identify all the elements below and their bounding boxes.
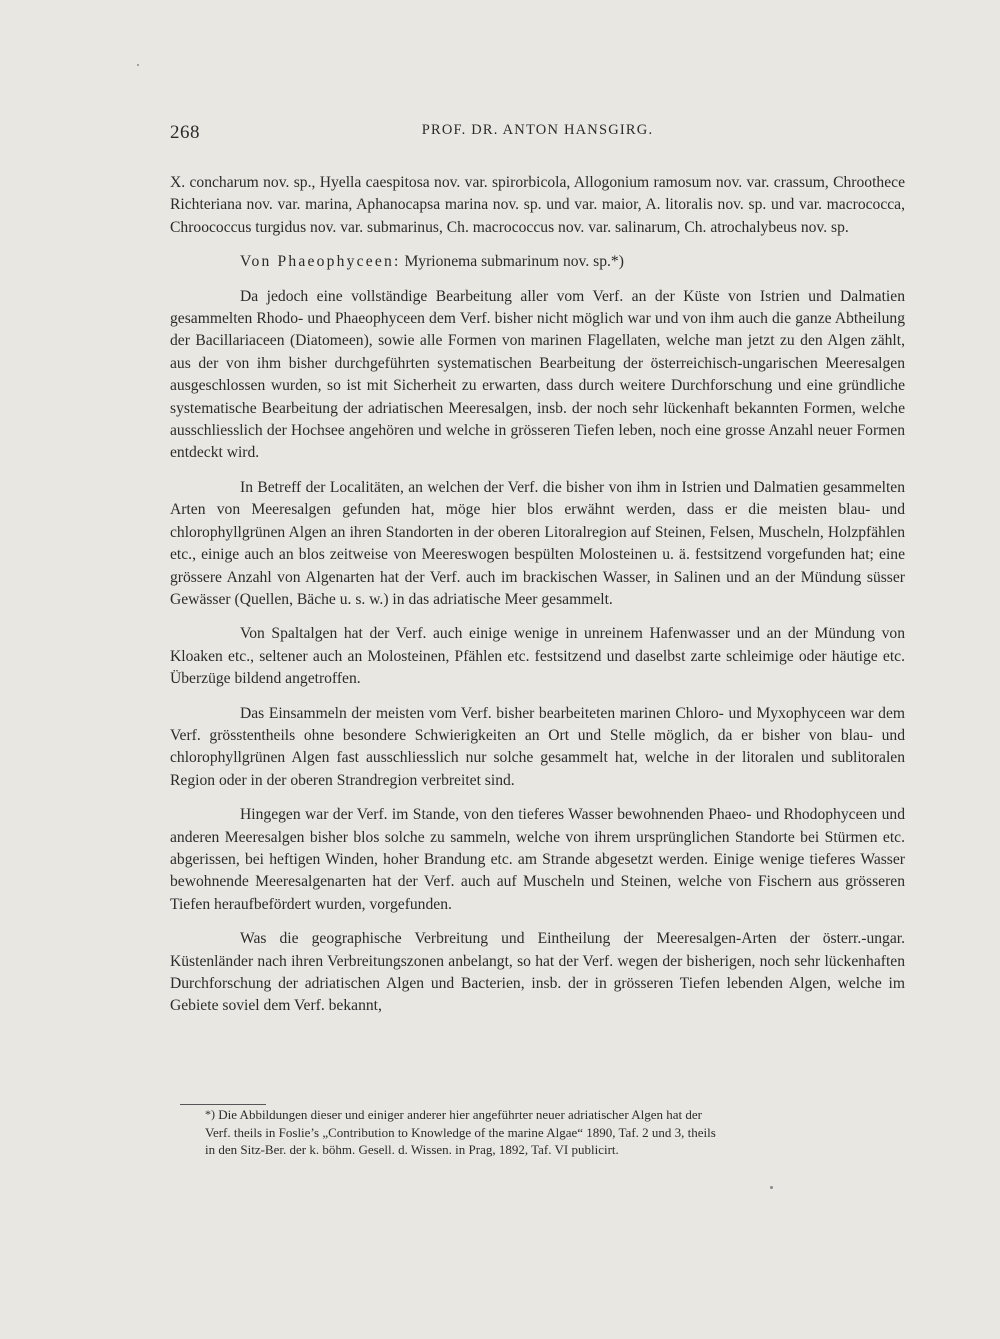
paragraph-bearbeitung: Da jedoch eine vollständige Bearbeitung aller vom Verf. an der Küste von Istrien und Dalmatien gesammelten Rhodo- und Phaeophyceen dem Verf. bisher nicht möglich war und von ihm auch die ganze Abtheilung der Bacillariaceen (Diatomeen), sowie alle Formen von marinen Flagellaten, welche man jetzt zu den Algen zählt, aus der von ihm bisher durchgeführten systematischen Bearbeitung der österreichisch-ungarischen Meeresalgen ausgeschlossen wurden, so ist mit Sicherheit zu erwarten, dass durch weitere Durchforschung und eine gründliche systematische Bearbeitung der adriatischen Meeresalgen, insb. der noch sehr lückenhaft bekannten Formen, welche ausschliesslich der Hochsee angehören und welche in grösseren Tiefen leben, noch eine grosse Anzahl neuer Formen entdeckt wird. — [170, 287, 905, 462]
paragraph-einsammeln: Das Einsammeln der meisten vom Verf. bisher bearbeiteten marinen Chloro- und Myxophyceen war dem Verf. grösstentheils ohne besondere Schwierigkeiten an Ort und Stelle möglich, da er bisher von blau- und chlorophyllgrünen Algen fast ausschliesslich nur solche gesammelt hat, welche in der litoralen und sublitoralen Region oder in der oberen Strandregion verbreitet sind. — [170, 704, 905, 789]
paragraph-spaltalgen: Von Spaltalgen hat der Verf. auch einige wenige in unreinem Hafenwasser und an der Mündung von Kloaken etc., seltener auch an Molosteinen, Pfählen etc. festsitzend und daselbst zarte schleimige oder häutige etc. Überzüge bildend angetroffen. — [170, 625, 905, 688]
footnote-text-1: Die Abbildungen dieser und einiger anderer hier angeführter neuer adriatischer Algen hat der — [215, 1107, 702, 1122]
running-head — [170, 122, 905, 152]
footnote-line-3: in den Sitz-Ber. der k. böhm. Gesell. d. Wissen. in Prag, 1892, Taf. VI publicirt. — [205, 1142, 619, 1157]
footnote — [205, 1106, 905, 1159]
ink-speck — [770, 1186, 773, 1189]
paragraph-phaeophyceen — [170, 251, 905, 273]
footnote-line-1 — [205, 1106, 905, 1124]
body-text — [170, 172, 905, 1030]
paragraph-species-list: X. concharum nov. sp., Hyella caespitosa nov. var. spirorbicola, Allogonium ramosum nov. var. crassum, Chroothece Richteriana nov. var. marina, Aphanocapsa marina nov. sp. und var. maior, A. litoralis nov. sp. und var. macrococca, Chroococcus turgidus nov. var. submarinus, Ch. macrococcus nov. var. salinarum, Ch. atrochalybeus nov. sp. — [170, 174, 905, 236]
header-title: PROF. DR. ANTON HANSGIRG. — [421, 122, 654, 138]
footnote-line-2: Verf. theils in Foslie’s „Contribution to Knowledge of the marine Algae“ 1890, Taf. 2 und 3, theils — [205, 1124, 716, 1140]
footnote-mark: *) — [205, 1107, 215, 1121]
phaeophyceen-species: Myrionema submarinum nov. sp.*) — [400, 253, 624, 271]
phaeophyceen-heading: Von Phaeophyceen: — [240, 253, 401, 271]
paragraph-hingegen: Hingegen war der Verf. im Stande, von den tieferes Wasser bewohnenden Phaeo- und Rhodophyceen und anderen Meeresalgen bisher blos solche zu sammeln, welche von ihrem ursprünglichen Standorte bei Stürmen etc. abgerissen, bei heftigen Winden, hoher Brandung etc. am Strande abgesetzt werden. Einige wenige tieferes Wasser bewohnende Meeresalgenarten hat der Verf. auch auf Muscheln und Steinen, welche von Fischern aus grösseren Tiefen heraufbefördert wurden, vorgefunden. — [170, 806, 905, 913]
paragraph-verbreitung: Was die geographische Verbreitung und Eintheilung der Meeresalgen-Arten der österr.-ungar. Küstenländer nach ihren Verbreitungszonen anbelangt, so hat der Verf. wegen der bisherigen, noch sehr lückenhaften Durchforschung der adriatischen Algen und Bacterien, insb. der in grösseren Tiefen lebenden Algen, welche im Gebiete soviel dem Verf. bekannt, — [170, 930, 905, 1015]
page-number: 268 — [170, 122, 200, 143]
footnote-rule — [180, 1104, 266, 1105]
paragraph-localitaeten: In Betreff der Localitäten, an welchen der Verf. die bisher von ihm in Istrien und Dalmatien gesammelten Arten von Meeresalgen gefunden hat, möge hier blos erwähnt werden, dass er die meisten blau- und chlorophyllgrünen Algen an ihren Standorten in der oberen Litoralregion auf Steinen, Felsen, Muscheln, Holzpfählen etc., einige auch an blos zeitweise von Meereswogen bespülten Molosteinen u. ä. festsitzend vorgefunden hat; eine grössere Anzahl von Algenarten hat der Verf. auch im brackischen Wasser, in Salinen und an der Mündung süsser Gewässer (Quellen, Bäche u. s. w.) in das adriatische Meer gesammelt. — [170, 478, 905, 608]
ink-speck — [137, 64, 139, 66]
